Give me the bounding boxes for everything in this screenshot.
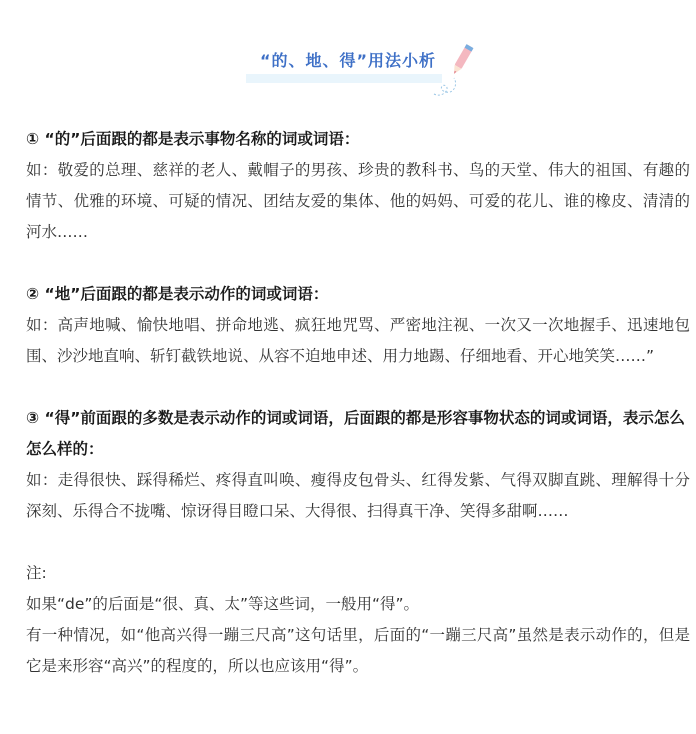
article-body: [26, 124, 690, 713]
pencil-icon: [432, 40, 476, 98]
section-heading: ② “地”后面跟的都是表示动作的词或词语：: [26, 285, 329, 303]
section-heading: ③ “得”前面跟的多数是表示动作的词或词语，后面跟的都是形容事物状态的词或词语，表示怎么怎么样的：: [26, 409, 685, 458]
note-label: 注:: [26, 564, 47, 582]
page-title: “的、地、得”用法小析: [259, 51, 437, 70]
section-heading: ① “的”后面跟的都是表示事物名称的词或词语：: [26, 130, 360, 148]
section-de-verb: [26, 279, 690, 372]
section-de-noun: [26, 124, 690, 248]
section-examples: 如：走得很快、踩得稀烂、疼得直叫唤、瘦得皮包骨头、红得发紫、气得双脚直跳、理解得十分深刻、乐得合不拢嘴、惊讶得目瞪口呆、大得很、扫得真干净、笑得多甜啊……: [26, 471, 690, 520]
section-examples: 如：高声地喊、愉快地唱、拼命地逃、疯狂地咒骂、严密地注视、一次又一次地握手、迅速地包围、沙沙地直响、斩钉截铁地说、从容不迫地申述、用力地踢、仔细地看、开心地笑笑……”: [26, 316, 690, 365]
section-examples: 如：敬爱的总理、慈祥的老人、戴帽子的男孩、珍贵的教科书、鸟的天堂、伟大的祖国、有趣的情节、优雅的环境、可疑的情况、团结友爱的集体、他的妈妈、可爱的花儿、谁的橡皮、清清的河水……: [26, 161, 690, 241]
note-line: 有一种情况，如“他高兴得一蹦三尺高”这句话里，后面的“一蹦三尺高”虽然是表示动作的，但是它是来形容“高兴”的程度的，所以也应该用“得”。: [26, 626, 690, 675]
note-line: 如果“de”的后面是“很、真、太”等这些词，一般用“得”。: [26, 595, 420, 613]
title-banner: [0, 40, 696, 100]
title-highlight-bar: [246, 74, 442, 83]
section-de-complement: [26, 403, 690, 527]
note-section: [26, 558, 690, 682]
